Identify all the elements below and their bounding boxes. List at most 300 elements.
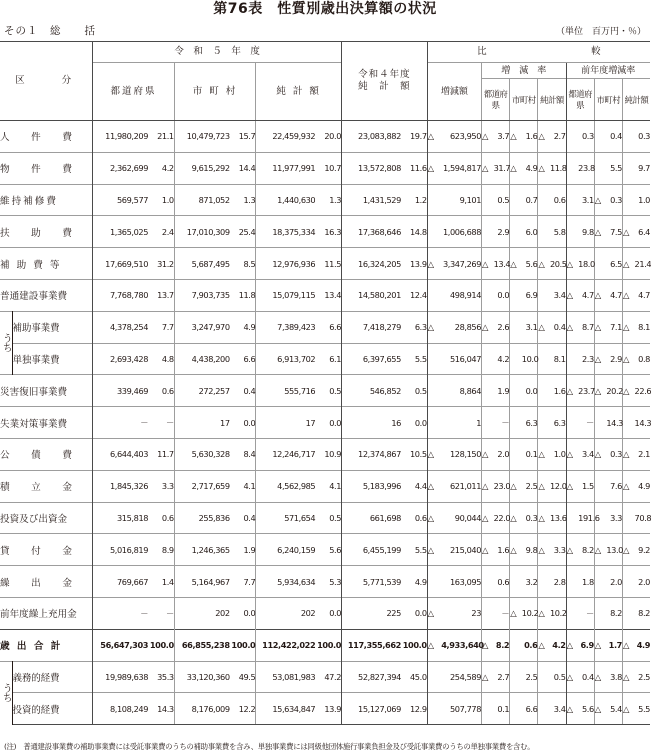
- row-label: 繰 出 金: [0, 566, 93, 598]
- value-todofuken: 4,378,254: [93, 311, 148, 343]
- pct-shichoson: 1.9: [230, 534, 256, 566]
- rate-junkei: 3.4: [550, 693, 566, 725]
- triangle-icon: △: [566, 693, 578, 725]
- pct-r4-junkei: 0.6: [401, 502, 427, 534]
- prev-rate-todofuken: 3.4: [578, 438, 594, 470]
- triangle-icon: [538, 693, 550, 725]
- pct-todofuken: 11.7: [148, 438, 174, 470]
- triangle-icon: [566, 502, 578, 534]
- rate-junkei: 10.2: [550, 597, 566, 629]
- delta-amount: 9,101: [441, 184, 481, 216]
- rate-junkei: 0.5: [550, 661, 566, 693]
- triangle-icon: [510, 184, 522, 216]
- triangle-icon: [566, 407, 578, 439]
- pct-todofuken: 3.3: [148, 470, 174, 502]
- row-label: 前年度繰上充用金: [0, 597, 93, 629]
- value-shichoson: 5,164,967: [174, 566, 229, 598]
- value-junkei: 571,654: [256, 502, 315, 534]
- value-r4-junkei: 5,183,996: [342, 470, 401, 502]
- triangle-icon: [482, 693, 494, 725]
- rate-shichoson: 3.1: [522, 311, 538, 343]
- delta-amount: 8,864: [441, 375, 481, 407]
- table-row: [0, 629, 650, 661]
- value-todofuken: 17,669,510: [93, 248, 148, 280]
- triangle-icon: △: [594, 438, 606, 470]
- triangle-icon: △: [427, 311, 441, 343]
- value-junkei: 11,977,991: [256, 152, 315, 184]
- value-shichoson: 9,615,292: [174, 152, 229, 184]
- value-shichoson: 3,247,970: [174, 311, 229, 343]
- value-r4-junkei: 17,368,646: [342, 216, 401, 248]
- triangle-icon: △: [566, 629, 578, 661]
- header-sub-shichoson: 市町村: [510, 79, 538, 121]
- delta-amount: 23: [441, 597, 481, 629]
- pct-todofuken: 1.0: [148, 184, 174, 216]
- triangle-icon: [622, 152, 634, 184]
- header-zougen-gaku: 増減額: [427, 63, 481, 121]
- prev-rate-todofuken: －: [578, 597, 594, 629]
- value-todofuken: －: [93, 597, 148, 629]
- triangle-icon: [622, 121, 634, 153]
- pct-shichoson: 4.9: [230, 311, 256, 343]
- triangle-icon: [594, 470, 606, 502]
- pct-shichoson: 1.3: [230, 184, 256, 216]
- table-row: [0, 279, 650, 311]
- value-shichoson: 33,120,360: [174, 661, 229, 693]
- header-shichoson: 市 町 村: [174, 63, 256, 121]
- rate-shichoson: 6.0: [522, 216, 538, 248]
- triangle-icon: [566, 152, 578, 184]
- value-shichoson: 2,717,659: [174, 470, 229, 502]
- header-hikaku: 比 較: [427, 42, 650, 63]
- pct-shichoson: 6.6: [230, 343, 256, 375]
- triangle-icon: △: [594, 534, 606, 566]
- rate-junkei: 0.4: [550, 311, 566, 343]
- value-todofuken: 569,577: [93, 184, 148, 216]
- prev-rate-shichoson: 1.7: [606, 629, 622, 661]
- triangle-icon: △: [538, 248, 550, 280]
- triangle-icon: [482, 597, 494, 629]
- pct-shichoson: 14.4: [230, 152, 256, 184]
- value-junkei: 12,246,717: [256, 438, 315, 470]
- triangle-icon: [482, 184, 494, 216]
- pct-junkei: 11.5: [315, 248, 341, 280]
- rate-shichoson: 2.5: [522, 470, 538, 502]
- triangle-icon: △: [482, 629, 494, 661]
- pct-todofuken: 0.6: [148, 375, 174, 407]
- value-shichoson: 871,052: [174, 184, 229, 216]
- rate-junkei: 6.3: [550, 407, 566, 439]
- row-label: 投資的経費: [12, 693, 93, 725]
- triangle-icon: [482, 343, 494, 375]
- delta-amount: 3,347,269: [441, 248, 481, 280]
- delta-amount: 507,778: [441, 693, 481, 725]
- row-label: 災害復旧事業費: [0, 375, 93, 407]
- triangle-icon: △: [622, 438, 634, 470]
- section-subtitle: その１ 総 括: [4, 25, 96, 37]
- triangle-icon: [427, 661, 441, 693]
- triangle-icon: [427, 216, 441, 248]
- pct-junkei: 10.7: [315, 152, 341, 184]
- triangle-icon: △: [538, 438, 550, 470]
- triangle-icon: [566, 184, 578, 216]
- triangle-icon: △: [594, 311, 606, 343]
- pct-junkei: 20.0: [315, 121, 341, 153]
- value-shichoson: 10,479,723: [174, 121, 229, 153]
- rate-shichoson: 6.6: [522, 693, 538, 725]
- value-shichoson: 4,438,200: [174, 343, 229, 375]
- prev-rate-shichoson: 7.6: [606, 470, 622, 502]
- pct-r4-junkei: 5.5: [401, 534, 427, 566]
- delta-amount: 1,006,688: [441, 216, 481, 248]
- triangle-icon: △: [622, 311, 634, 343]
- triangle-icon: [427, 693, 441, 725]
- triangle-icon: △: [566, 375, 578, 407]
- pct-junkei: 16.3: [315, 216, 341, 248]
- value-r4-junkei: 225: [342, 597, 401, 629]
- triangle-icon: [427, 407, 441, 439]
- table-row: [0, 184, 650, 216]
- triangle-icon: [510, 375, 522, 407]
- rate-junkei: 8.1: [550, 343, 566, 375]
- pct-todofuken: 4.8: [148, 343, 174, 375]
- prev-rate-junkei: 6.4: [635, 216, 650, 248]
- triangle-icon: [566, 597, 578, 629]
- triangle-icon: [594, 152, 606, 184]
- prev-rate-shichoson: 5.4: [606, 693, 622, 725]
- value-junkei: 15,079,115: [256, 279, 315, 311]
- rate-shichoson: 6.3: [522, 407, 538, 439]
- pct-r4-junkei: 0.5: [401, 375, 427, 407]
- triangle-icon: △: [594, 375, 606, 407]
- pct-junkei: 0.5: [315, 502, 341, 534]
- table-row: [0, 534, 650, 566]
- value-shichoson: 272,257: [174, 375, 229, 407]
- pct-shichoson: 0.4: [230, 502, 256, 534]
- rate-shichoson: 10.0: [522, 343, 538, 375]
- rate-todofuken: 0.1: [494, 693, 510, 725]
- delta-amount: 163,095: [441, 566, 481, 598]
- triangle-icon: △: [427, 152, 441, 184]
- value-r4-junkei: 5,771,539: [342, 566, 401, 598]
- pct-junkei: 13.9: [315, 693, 341, 725]
- triangle-icon: [594, 407, 606, 439]
- value-junkei: 22,459,932: [256, 121, 315, 153]
- row-label: 公 債 費: [0, 438, 93, 470]
- triangle-icon: [510, 629, 522, 661]
- pct-shichoson: 0.4: [230, 375, 256, 407]
- rate-shichoson: 0.3: [522, 502, 538, 534]
- triangle-icon: △: [482, 502, 494, 534]
- pct-r4-junkei: 14.8: [401, 216, 427, 248]
- triangle-icon: [482, 216, 494, 248]
- pct-todofuken: 14.3: [148, 693, 174, 725]
- header-zougen-ritsu: 増 減 率: [482, 63, 567, 79]
- row-label: 人 件 費: [0, 121, 93, 153]
- unit-label: （単位 百万円・％）: [555, 27, 646, 37]
- triangle-icon: [538, 184, 550, 216]
- triangle-icon: △: [510, 121, 522, 153]
- pct-todofuken: 13.7: [148, 279, 174, 311]
- value-todofuken: 11,980,209: [93, 121, 148, 153]
- value-r4-junkei: 12,374,867: [342, 438, 401, 470]
- prev-rate-junkei: 2.5: [635, 661, 650, 693]
- triangle-icon: [566, 121, 578, 153]
- value-junkei: 1,440,630: [256, 184, 315, 216]
- triangle-icon: [566, 566, 578, 598]
- table-row: [0, 152, 650, 184]
- value-todofuken: 6,644,403: [93, 438, 148, 470]
- triangle-icon: [538, 216, 550, 248]
- prev-rate-todofuken: 18.0: [578, 248, 594, 280]
- triangle-icon: [622, 597, 634, 629]
- value-shichoson: 5,630,328: [174, 438, 229, 470]
- value-junkei: 15,634,847: [256, 693, 315, 725]
- triangle-icon: [594, 566, 606, 598]
- rate-junkei: 0.6: [550, 184, 566, 216]
- row-label: 維持補修費: [0, 184, 93, 216]
- pct-r4-junkei: 4.9: [401, 566, 427, 598]
- triangle-icon: [538, 343, 550, 375]
- row-label: 補助事業費: [12, 311, 93, 343]
- pct-r4-junkei: 0.0: [401, 597, 427, 629]
- pct-junkei: 47.2: [315, 661, 341, 693]
- triangle-icon: △: [510, 502, 522, 534]
- row-label: 物 件 費: [0, 152, 93, 184]
- delta-amount: 498,914: [441, 279, 481, 311]
- triangle-icon: [510, 216, 522, 248]
- rate-shichoson: 1.6: [522, 121, 538, 153]
- pct-todofuken: 35.3: [148, 661, 174, 693]
- rate-junkei: 2.7: [550, 121, 566, 153]
- delta-amount: 254,589: [441, 661, 481, 693]
- triangle-icon: [566, 343, 578, 375]
- row-label: 普通建設事業費: [0, 279, 93, 311]
- value-shichoson: 17,010,309: [174, 216, 229, 248]
- value-r4-junkei: 6,455,199: [342, 534, 401, 566]
- table-row: [0, 248, 650, 280]
- rate-todofuken: 1.9: [494, 375, 510, 407]
- delta-amount: 215,040: [441, 534, 481, 566]
- prev-rate-todofuken: 6.9: [578, 629, 594, 661]
- pct-junkei: 1.3: [315, 184, 341, 216]
- triangle-icon: [538, 407, 550, 439]
- triangle-icon: [538, 566, 550, 598]
- pct-shichoson: 7.7: [230, 566, 256, 598]
- pct-todofuken: 0.6: [148, 502, 174, 534]
- row-label: 単独事業費: [12, 343, 93, 375]
- triangle-icon: [482, 375, 494, 407]
- prev-rate-shichoson: 0.3: [606, 438, 622, 470]
- value-shichoson: 7,903,735: [174, 279, 229, 311]
- table-row: [0, 438, 650, 470]
- pct-junkei: 13.4: [315, 279, 341, 311]
- prev-rate-todofuken: 23.7: [578, 375, 594, 407]
- pct-r4-junkei: 5.5: [401, 343, 427, 375]
- pct-r4-junkei: 19.7: [401, 121, 427, 153]
- pct-todofuken: 4.2: [148, 152, 174, 184]
- pct-todofuken: 1.4: [148, 566, 174, 598]
- rate-junkei: 3.4: [550, 279, 566, 311]
- rate-todofuken: 0.6: [494, 566, 510, 598]
- prev-rate-junkei: 0.8: [635, 343, 650, 375]
- rate-shichoson: 2.5: [522, 661, 538, 693]
- value-r4-junkei: 15,127,069: [342, 693, 401, 725]
- triangle-icon: [427, 375, 441, 407]
- value-todofuken: 7,768,780: [93, 279, 148, 311]
- triangle-icon: △: [594, 693, 606, 725]
- rate-shichoson: 4.9: [522, 152, 538, 184]
- triangle-icon: [510, 279, 522, 311]
- value-todofuken: 2,693,428: [93, 343, 148, 375]
- header-prev-ritsu: 前年度増減率: [566, 63, 650, 79]
- value-todofuken: 2,362,699: [93, 152, 148, 184]
- pct-shichoson: 4.1: [230, 470, 256, 502]
- rate-junkei: 5.8: [550, 216, 566, 248]
- triangle-icon: △: [594, 629, 606, 661]
- triangle-icon: △: [566, 248, 578, 280]
- value-todofuken: 339,469: [93, 375, 148, 407]
- pct-r4-junkei: 10.5: [401, 438, 427, 470]
- table-row: [0, 311, 650, 343]
- value-todofuken: 769,667: [93, 566, 148, 598]
- triangle-icon: △: [427, 470, 441, 502]
- prev-rate-todofuken: 9.8: [578, 216, 594, 248]
- header-sub-shichoson-prev: 市町村: [594, 79, 622, 121]
- triangle-icon: [622, 502, 634, 534]
- prev-rate-todofuken: 5.6: [578, 693, 594, 725]
- pct-junkei: 10.9: [315, 438, 341, 470]
- pct-junkei: 0.5: [315, 375, 341, 407]
- rate-todofuken: 2.0: [494, 438, 510, 470]
- prev-rate-todofuken: 8.7: [578, 311, 594, 343]
- triangle-icon: △: [622, 693, 634, 725]
- prev-rate-shichoson: 4.7: [606, 279, 622, 311]
- triangle-icon: [622, 566, 634, 598]
- value-r4-junkei: 1,431,529: [342, 184, 401, 216]
- value-junkei: 18,375,334: [256, 216, 315, 248]
- group-label-uchi: うち: [0, 311, 12, 375]
- triangle-icon: △: [482, 534, 494, 566]
- header-kubun: 区 分: [0, 42, 93, 121]
- rate-todofuken: 4.2: [494, 343, 510, 375]
- table-header: [0, 42, 650, 121]
- table-row: [0, 502, 650, 534]
- prev-rate-shichoson: 2.0: [606, 566, 622, 598]
- value-junkei: 555,716: [256, 375, 315, 407]
- triangle-icon: △: [510, 470, 522, 502]
- triangle-icon: △: [566, 534, 578, 566]
- value-todofuken: 315,818: [93, 502, 148, 534]
- pct-shichoson: 12.2: [230, 693, 256, 725]
- pct-junkei: 0.0: [315, 597, 341, 629]
- triangle-icon: [427, 566, 441, 598]
- triangle-icon: [510, 693, 522, 725]
- triangle-icon: △: [622, 248, 634, 280]
- rate-todofuken: 31.7: [494, 152, 510, 184]
- prev-rate-junkei: 2.1: [635, 438, 650, 470]
- triangle-icon: △: [538, 152, 550, 184]
- rate-todofuken: －: [494, 407, 510, 439]
- pct-junkei: 4.1: [315, 470, 341, 502]
- pct-r4-junkei: 11.6: [401, 152, 427, 184]
- value-junkei: 7,389,423: [256, 311, 315, 343]
- row-label: 貸 付 金: [0, 534, 93, 566]
- rate-todofuken: 13.4: [494, 248, 510, 280]
- table-row: [0, 121, 650, 153]
- rate-shichoson: 5.6: [522, 248, 538, 280]
- triangle-icon: [510, 661, 522, 693]
- triangle-icon: △: [622, 343, 634, 375]
- pct-r4-junkei: 12.4: [401, 279, 427, 311]
- prev-rate-junkei: 1.0: [635, 184, 650, 216]
- value-r4-junkei: 661,698: [342, 502, 401, 534]
- prev-rate-shichoson: 8.2: [606, 597, 622, 629]
- prev-rate-junkei: 4.9: [635, 629, 650, 661]
- group-label-uchi: うち: [0, 661, 12, 725]
- header-sub-todofuken-prev: 都道府県: [566, 79, 594, 121]
- value-shichoson: 202: [174, 597, 229, 629]
- table-body: [0, 121, 650, 725]
- triangle-icon: [482, 566, 494, 598]
- value-todofuken: 8,108,249: [93, 693, 148, 725]
- triangle-icon: △: [510, 597, 522, 629]
- delta-amount: 28,856: [441, 311, 481, 343]
- prev-rate-junkei: 14.3: [635, 407, 650, 439]
- header-sub-junkei-prev: 純計額: [622, 79, 650, 121]
- triangle-icon: [427, 279, 441, 311]
- pct-junkei: 100.0: [315, 629, 341, 661]
- value-r4-junkei: 6,397,655: [342, 343, 401, 375]
- rate-shichoson: 9.8: [522, 534, 538, 566]
- table-row: [0, 375, 650, 407]
- value-junkei: 6,913,702: [256, 343, 315, 375]
- triangle-icon: [510, 438, 522, 470]
- header-junkei: 純 計 額: [256, 63, 342, 121]
- prev-rate-todofuken: 1.5: [578, 470, 594, 502]
- triangle-icon: △: [538, 311, 550, 343]
- rate-shichoson: 0.0: [522, 375, 538, 407]
- rate-todofuken: 2.7: [494, 661, 510, 693]
- rate-junkei: 1.0: [550, 438, 566, 470]
- prev-rate-junkei: 9.7: [635, 152, 650, 184]
- prev-rate-junkei: 22.6: [635, 375, 650, 407]
- value-r4-junkei: 23,083,882: [342, 121, 401, 153]
- delta-amount: 128,150: [441, 438, 481, 470]
- rate-todofuken: 2.9: [494, 216, 510, 248]
- header-sub-junkei: 純計額: [538, 79, 566, 121]
- prev-rate-shichoson: 7.1: [606, 311, 622, 343]
- pct-r4-junkei: 45.0: [401, 661, 427, 693]
- pct-junkei: 5.3: [315, 566, 341, 598]
- value-r4-junkei: 546,852: [342, 375, 401, 407]
- prev-rate-todofuken: 23.8: [578, 152, 594, 184]
- rate-shichoson: 0.1: [522, 438, 538, 470]
- triangle-icon: [594, 597, 606, 629]
- value-shichoson: 5,687,495: [174, 248, 229, 280]
- table-row: [0, 343, 650, 375]
- rate-junkei: 1.6: [550, 375, 566, 407]
- rate-todofuken: 0.5: [494, 184, 510, 216]
- table-row: [0, 216, 650, 248]
- prev-rate-shichoson: 2.9: [606, 343, 622, 375]
- triangle-icon: [566, 216, 578, 248]
- value-junkei: 53,081,983: [256, 661, 315, 693]
- triangle-icon: [594, 248, 606, 280]
- triangle-icon: [510, 311, 522, 343]
- prev-rate-junkei: 4.9: [635, 470, 650, 502]
- header-sub-todofuken: 都道府県: [482, 79, 510, 121]
